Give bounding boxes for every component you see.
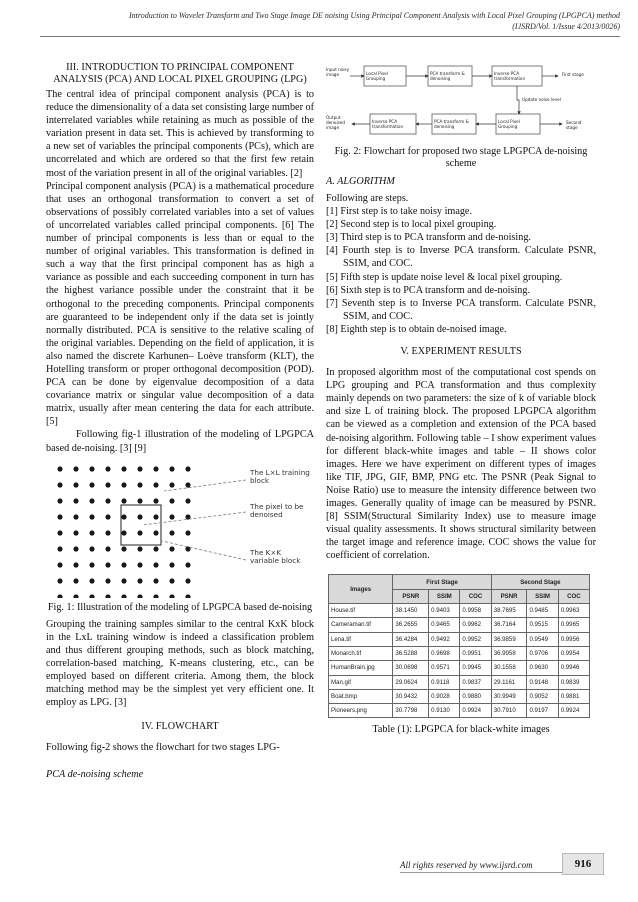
grid-pixel-dot xyxy=(73,546,78,551)
grid-pixel-dot xyxy=(89,530,94,535)
table-cell: 0.9403 xyxy=(429,604,460,618)
table-cell: 0.9837 xyxy=(460,675,491,689)
header-images: Images xyxy=(329,575,393,604)
grid-pixel-dot xyxy=(169,530,174,535)
section-5-title: V. EXPERIMENT RESULTS xyxy=(400,346,522,358)
grid-pixel-dot xyxy=(169,562,174,567)
table-cell: 0.9549 xyxy=(527,632,558,646)
grid-pixel-dot xyxy=(153,594,158,598)
grid-pixel-dot xyxy=(73,530,78,535)
table-cell: 0.9965 xyxy=(558,618,589,632)
table-cell: 36.4284 xyxy=(393,632,429,646)
grid-pixel-dot xyxy=(137,578,142,583)
grid-pixel-dot xyxy=(137,498,142,503)
grid-pixel-dot xyxy=(169,514,174,519)
flow-output-label: Output denoised image xyxy=(326,115,346,130)
grid-pixel-dot xyxy=(153,562,158,567)
col-coc-1: COC xyxy=(460,589,491,603)
table-cell: Cameraman.tif xyxy=(329,618,393,632)
table-cell: 38.7695 xyxy=(491,604,527,618)
grid-pixel-dot xyxy=(169,546,174,551)
table-cell: 0.9052 xyxy=(527,689,558,703)
grid-pixel-dot xyxy=(57,562,62,567)
header-title: Introduction to Wavelet Transform and Two Stage Image DE noising Using Principal Component Analysis with Local Pixel Grouping (LPGPCA) method xyxy=(128,11,620,20)
flow-inverse-pca-1: Inverse PCA transformation xyxy=(494,71,526,81)
table-cell: 29.0624 xyxy=(393,675,429,689)
grid-pixel-dot xyxy=(57,466,62,471)
grid-pixel-dot xyxy=(121,578,126,583)
table-cell: 0.9492 xyxy=(429,632,460,646)
grid-pixel-dot xyxy=(73,466,78,471)
table-cell: House.tif xyxy=(329,604,393,618)
grid-pixel-dot xyxy=(57,578,62,583)
grid-pixel-dot xyxy=(185,594,190,598)
flow-lpg-1: Local Pixel Grouping xyxy=(366,71,388,81)
table-cell: 36.5288 xyxy=(393,646,429,660)
grid-pixel-dot xyxy=(89,498,94,503)
grid-pixel-dot xyxy=(121,562,126,567)
grid-pixel-dot xyxy=(89,482,94,487)
step-6: [6] Sixth step is to PCA transform and de-noising. xyxy=(326,284,531,296)
grid-pixel-dot xyxy=(89,466,94,471)
step-4: [4] Fourth step is to Inverse PCA transform. Calculate PSNR, SSIM, and COC. xyxy=(326,245,596,270)
grid-pixel-dot xyxy=(169,594,174,598)
step-3: [3] Third step is to PCA transform and de-noising. xyxy=(326,232,531,244)
table-cell: 0.9880 xyxy=(460,689,491,703)
grid-pixel-dot xyxy=(169,498,174,503)
paragraph-grouping: Grouping the training samples similar to the central KxK block in the LxL training window is indeed a classification problem and thus different grouping methods, such as block matching, correlation-based matching, K-means clustering, etc., can be employed based on different criteria. Among them, the block matching method may be the simplest yet very efficient one. It employ as LPG. [3] xyxy=(46,618,314,709)
table-cell: 0.9924 xyxy=(558,704,589,718)
table-cell: 30.7910 xyxy=(491,704,527,718)
grid-pixel-dot xyxy=(105,578,110,583)
grid-pixel-dot xyxy=(137,530,142,535)
grid-pixel-dot xyxy=(105,546,110,551)
algorithm-steps xyxy=(326,205,596,336)
table-cell: 0.9630 xyxy=(527,661,558,675)
figure-2-caption: Fig. 2: Flowchart for proposed two stage LPGPCA de-noising scheme xyxy=(334,146,588,169)
grid-pixel-dot xyxy=(185,466,190,471)
grid-pixel-dot xyxy=(169,578,174,583)
table-cell: 0.9952 xyxy=(460,632,491,646)
grid-pixel-dot xyxy=(121,594,126,598)
table-cell: 30.1558 xyxy=(491,661,527,675)
table-cell: 0.9954 xyxy=(558,646,589,660)
footer-copyright: All rights reserved by www.ijsrd.com xyxy=(400,860,533,870)
results-table xyxy=(328,574,590,718)
grid-pixel-dot xyxy=(137,514,142,519)
table-cell: Monarch.tif xyxy=(329,646,393,660)
label-training-block: The L×L training block xyxy=(250,467,310,486)
table-cell: 36.9859 xyxy=(491,632,527,646)
table-cell: 0.9946 xyxy=(558,661,589,675)
grid-pixel-dot xyxy=(153,482,158,487)
table-cell: 30.0698 xyxy=(393,661,429,675)
flow-update-noise: Update noise level xyxy=(522,97,561,102)
section-3-title: III. INTRODUCTION TO PRINCIPAL COMPONENT ANALYSIS (PCA) AND LOCAL PIXEL GROUPING (LPG) xyxy=(53,62,307,85)
grid-pixel-dot xyxy=(57,530,62,535)
table-cell: 30.7798 xyxy=(393,704,429,718)
grid-pixel-dot xyxy=(73,562,78,567)
grid-pixel-dot xyxy=(169,482,174,487)
grid-pixel-dot xyxy=(73,594,78,598)
right-column xyxy=(326,58,596,740)
table-cell: 0.9945 xyxy=(460,661,491,675)
col-ssim-1: SSIM xyxy=(429,589,460,603)
col-coc-2: COC xyxy=(558,589,589,603)
table-row xyxy=(329,704,590,718)
running-header xyxy=(40,10,620,32)
table-cell: Pioneers.png xyxy=(329,704,393,718)
table-cell: Man.gif xyxy=(329,675,393,689)
table-cell: 0.9465 xyxy=(429,618,460,632)
flow-pca-2: PCA transform & denoising xyxy=(434,119,469,129)
grid-pixel-dot xyxy=(105,594,110,598)
label-pixel-to-denoise: The pixel to be denoised xyxy=(250,501,304,520)
grid-pixel-dot xyxy=(73,514,78,519)
table-cell: Lena.tif xyxy=(329,632,393,646)
grid-pixel-dot xyxy=(153,578,158,583)
table-cell: 0.9148 xyxy=(527,675,558,689)
grid-pixel-dot xyxy=(105,466,110,471)
paragraph-experiment: In proposed algorithm most of the computational cost spends on LPG grouping and PCA transformation and thus complexity mainly depends on two parameters: the size of k of variable block and size L of training block. The proposed LPGPCA algorithm can be viewed as a completion and extension of the PCA based de-noising algorithm. Following table – I show experiment values for different black-white images and table – II shows color images. Here we have experiment on different types of images like TIF, JPG, GIF, BMP, PNG etc. The PSNR (Peak Signal to Noise Ratio) use to measure the intensity difference between two images. Generally quality of image can be measured by PSNR. [8] SSIM(Structural Similarity Index) use to measure image visual quality assessments. It shows structural similarity between the target image and reference image. COC shows the value for coefficient of correlation. xyxy=(326,367,596,562)
table-cell: 0.9485 xyxy=(527,604,558,618)
table-cell: 38.1450 xyxy=(393,604,429,618)
table-cell: 36.2655 xyxy=(393,618,429,632)
grid-pixel-dot xyxy=(185,530,190,535)
table-cell: 0.9924 xyxy=(460,704,491,718)
grid-pixel-dot xyxy=(137,546,142,551)
flow-first-stage: First stage xyxy=(562,72,584,77)
table-cell: 0.9839 xyxy=(558,675,589,689)
figure-1-caption: Fig. 1: Illustration of the modeling of LPGPCA based de-noising xyxy=(47,601,313,613)
grid-pixel-dot xyxy=(105,482,110,487)
header-first-stage: First Stage xyxy=(393,575,491,589)
col-ssim-2: SSIM xyxy=(527,589,558,603)
table-cell: 0.9571 xyxy=(429,661,460,675)
grid-pixel-dot xyxy=(185,482,190,487)
grid-pixel-dot xyxy=(185,578,190,583)
grid-pixel-dot xyxy=(121,514,126,519)
table-row xyxy=(329,632,590,646)
grid-pixel-dot xyxy=(73,578,78,583)
table-cell: 0.9962 xyxy=(460,618,491,632)
grid-pixel-dot xyxy=(185,562,190,567)
table-row xyxy=(329,604,590,618)
grid-pixel-dot xyxy=(169,466,174,471)
grid-pixel-dot xyxy=(121,546,126,551)
table-cell: 36.9958 xyxy=(491,646,527,660)
grid-pixel-dot xyxy=(105,562,110,567)
grid-pixel-dot xyxy=(89,546,94,551)
grid-pixel-dot xyxy=(153,498,158,503)
paragraph-scheme-name: PCA de-noising scheme xyxy=(46,769,144,781)
table-cell: 0.9958 xyxy=(460,604,491,618)
flow-pca-1: PCA transform & denoising xyxy=(430,71,465,81)
table-cell: 29.1161 xyxy=(491,675,527,689)
grid-pixel-dot xyxy=(153,530,158,535)
grid-pixel-dot xyxy=(57,546,62,551)
grid-pixel-dot xyxy=(185,498,190,503)
grid-pixel-dot xyxy=(153,466,158,471)
figure-2 xyxy=(326,58,596,144)
grid-pixel-dot xyxy=(137,466,142,471)
flow-input-label: Input noisy image xyxy=(326,67,350,77)
step-8: [8] Eighth step is to obtain de-noised image. xyxy=(326,323,507,335)
flow-lpg-2: Local Pixel Grouping xyxy=(498,119,520,129)
grid-pixel-dot xyxy=(89,578,94,583)
grid-pixel-dot xyxy=(89,594,94,598)
grid-pixel-dot xyxy=(73,498,78,503)
table-cell: Boat.bmp xyxy=(329,689,393,703)
grid-pixel-dot xyxy=(121,530,126,535)
step-7: [7] Seventh step is to Inverse PCA transform. Calculate PSNR, SSIM, and COC. xyxy=(326,297,596,322)
table-header-row xyxy=(329,575,590,589)
grid-pixel-dot xyxy=(89,562,94,567)
table-cell: 0.9028 xyxy=(429,689,460,703)
paragraph-fig1-intro: Following fig-1 illustration of the modeling of LPGPCA based de-noising. [3] [9] xyxy=(46,429,314,454)
grid-pixel-dot xyxy=(89,514,94,519)
table-cell: 0.9698 xyxy=(429,646,460,660)
table-row xyxy=(329,675,590,689)
page-number: 916 xyxy=(562,853,604,875)
table-row xyxy=(329,689,590,703)
grid-pixel-dot xyxy=(105,514,110,519)
section-4-title: IV. FLOWCHART xyxy=(141,721,219,733)
figure-1 xyxy=(46,463,314,598)
step-5: [5] Fifth step is update noise level & local pixel grouping. xyxy=(326,271,563,283)
step-2: [2] Second step is to local pixel grouping. xyxy=(326,219,497,231)
paragraph-fig2-intro: Following fig-2 shows the flowchart for two stages LPG- xyxy=(46,742,280,754)
label-variable-block: The K×K variable block xyxy=(250,547,301,566)
table-row xyxy=(329,661,590,675)
grid-pixel-dot xyxy=(137,482,142,487)
header-volume: (IJSRD/Vol. 1/Issue 4/2013/0026) xyxy=(512,22,620,31)
table-cell: 0.9515 xyxy=(527,618,558,632)
header-second-stage: Second Stage xyxy=(491,575,589,589)
table-cell: 0.9706 xyxy=(527,646,558,660)
table-row xyxy=(329,646,590,660)
table-cell: 36.7164 xyxy=(491,618,527,632)
grid-pixel-dot xyxy=(57,514,62,519)
grid-pixel-dot xyxy=(153,546,158,551)
grid-pixel-dot xyxy=(57,594,62,598)
left-column xyxy=(46,62,314,781)
grid-pixel-dot xyxy=(73,482,78,487)
table-cell: 0.9881 xyxy=(558,689,589,703)
table-cell: HumanBrain.jpg xyxy=(329,661,393,675)
table-1-caption: Table (1): LPGPCA for black-white images xyxy=(372,724,550,736)
grid-pixel-dot xyxy=(105,498,110,503)
grid-pixel-dot xyxy=(105,530,110,535)
grid-pixel-dot xyxy=(121,498,126,503)
table-cell: 0.9130 xyxy=(429,704,460,718)
table-cell: 0.9118 xyxy=(429,675,460,689)
grid-pixel-dot xyxy=(57,498,62,503)
flow-second-stage: Second stage xyxy=(566,120,582,130)
table-row xyxy=(329,618,590,632)
paragraph-pca-definition: Principal component analysis (PCA) is a mathematical procedure that uses an orthogonal transformation to convert a set of observations of possibly correlated variables into a set of values of uncorrelated variables called principal components. [6] The number of principal components is less than or equal to the number of original variables. This transformation is defined in such a way that the first principal component has as high a variance as possible and each succeeding component in turn has the highest variance possible under the constraint that it be orthogonal to the preceding components. Principal components are guaranteed to be independent only if the data set is jointly normally distributed. PCA is sensitive to the relative scaling of the original variables. Depending on the field of application, it is also named the discrete Karhunen– Loève transform (KLT), the Hotelling transform or proper orthogonal decomposition (POD). PCA can be done by eigenvalue decomposition of a data covariance matrix or singular value decomposition of a data matrix, usually after mean centering the data for each attribute. [5] xyxy=(46,180,314,428)
table-cell: 0.9951 xyxy=(460,646,491,660)
col-psnr-2: PSNR xyxy=(491,589,527,603)
grid-pixel-dot xyxy=(137,594,142,598)
algorithm-intro: Following are steps. xyxy=(326,193,409,204)
grid-pixel-dot xyxy=(121,466,126,471)
flow-inverse-pca-2: Inverse PCA transformation xyxy=(372,119,404,129)
paragraph-pca-intro: The central idea of principal component analysis (PCA) is to reduce the dimensionality of a data set consisting large number of interrelated variables while retaining as much as possible of the variation present in data set. This is achieved by transforming to a new set of variables the principal components (PCs), which are uncorrelated and which are ordered so that the first few retain most of the variation present in all of the original variables. [2] xyxy=(46,89,315,179)
grid-pixel-dot xyxy=(121,482,126,487)
table-cell: 30.9949 xyxy=(491,689,527,703)
grid-pixel-dot xyxy=(137,562,142,567)
table-cell: 30.9432 xyxy=(393,689,429,703)
table-cell: 0.9956 xyxy=(558,632,589,646)
step-1: [1] First step is to take noisy image. xyxy=(326,206,473,218)
grid-pixel-dot xyxy=(153,514,158,519)
table-cell: 0.9963 xyxy=(558,604,589,618)
col-psnr-1: PSNR xyxy=(393,589,429,603)
grid-pixel-dot xyxy=(57,482,62,487)
header-rule xyxy=(40,36,620,37)
algorithm-title: A. ALGORITHM xyxy=(326,176,395,187)
table-cell: 0.9197 xyxy=(527,704,558,718)
